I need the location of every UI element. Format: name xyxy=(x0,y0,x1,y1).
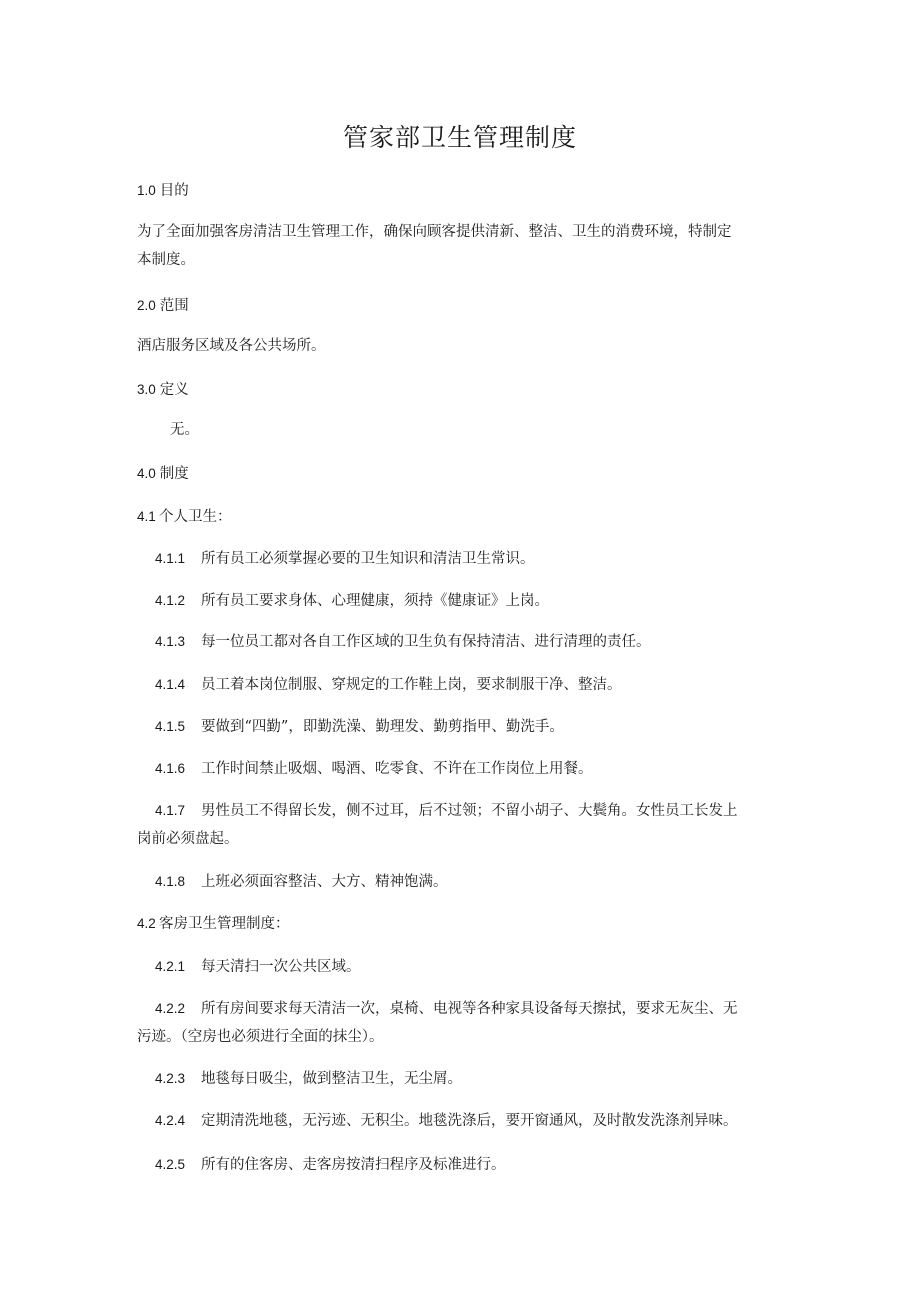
list-item xyxy=(155,1151,795,1179)
list-item xyxy=(155,995,795,1023)
item-text: 所有员工必须掌握必要的卫生知识和清洁卫生常识。 xyxy=(201,551,535,567)
paragraph-purpose-line-2: 本制度。 xyxy=(137,252,195,268)
section-number: 2.0 xyxy=(137,298,156,313)
section-label: 范围 xyxy=(159,298,189,314)
list-item xyxy=(155,755,795,783)
item-number: 4.1.7 xyxy=(155,803,186,818)
list-item xyxy=(155,545,795,573)
section-label: 制度 xyxy=(159,466,189,482)
section-label: 目的 xyxy=(159,183,189,199)
item-number: 4.1.2 xyxy=(155,593,186,608)
item-text: 员工着本岗位制服、穿规定的工作鞋上岗，要求制服干净、整洁。 xyxy=(201,677,622,693)
item-text: 所有员工要求身体、心理健康，须持《健康证》上岗。 xyxy=(201,593,549,609)
item-text: 每一位员工都对各自工作区域的卫生负有保持清洁、进行清理的责任。 xyxy=(201,634,651,650)
item-number: 4.2.2 xyxy=(155,1001,186,1016)
section-number: 4.0 xyxy=(137,466,156,481)
section-label: 定义 xyxy=(159,382,189,398)
list-item xyxy=(155,587,795,615)
item-number: 4.2.1 xyxy=(155,959,186,974)
item-text: 所有房间要求每天清洁一次，桌椅、电视等各种家具设备每天擦拭，要求无灰尘、无 xyxy=(201,1001,738,1017)
item-number: 4.2.5 xyxy=(155,1157,186,1172)
paragraph-definition: 无。 xyxy=(170,422,199,438)
list-item-continuation: 污迹。（空房也必须进行全面的抹尘）。 xyxy=(137,1029,384,1045)
list-item xyxy=(155,868,795,896)
item-number: 4.1.6 xyxy=(155,761,186,776)
item-text: 每天清扫一次公共区域。 xyxy=(201,959,361,975)
section-heading-3 xyxy=(137,376,777,404)
item-text: 所有的住客房、走客房按清扫程序及标准进行。 xyxy=(201,1157,506,1173)
subsection-label: 客房卫生管理制度： xyxy=(159,916,290,932)
subsection-label: 个人卫生： xyxy=(159,509,232,525)
item-number: 4.2.3 xyxy=(155,1071,186,1086)
item-text: 上班必须面容整洁、大方、精神饱满。 xyxy=(201,874,448,890)
section-number: 1.0 xyxy=(137,183,156,198)
item-number: 4.1.3 xyxy=(155,634,186,649)
subsection-heading-4-2 xyxy=(137,910,777,938)
section-heading-2 xyxy=(137,292,777,320)
paragraph-purpose-line-1: 为了全面加强客房清洁卫生管理工作，确保向顾客提供清新、整洁、卫生的消费环境，特制定 xyxy=(137,224,732,240)
list-item xyxy=(155,628,795,656)
item-text: 地毯每日吸尘，做到整洁卫生，无尘屑。 xyxy=(201,1071,462,1087)
list-item xyxy=(155,797,795,825)
section-heading-4 xyxy=(137,460,777,488)
paragraph-scope: 酒店服务区域及各公共场所。 xyxy=(137,338,326,354)
subsection-number: 4.2 xyxy=(137,916,156,931)
subsection-heading-4-1 xyxy=(137,503,777,531)
list-item xyxy=(155,1065,795,1093)
list-item xyxy=(155,671,795,699)
page-title: 管家部卫生管理制度 xyxy=(342,123,577,152)
list-item xyxy=(155,953,795,981)
item-text: 定期清洗地毯，无污迹、无积尘。地毯洗涤后，要开窗通风，及时散发洗涤剂异味。 xyxy=(201,1113,738,1129)
item-number: 4.1.4 xyxy=(155,677,186,692)
list-item xyxy=(155,1107,795,1135)
list-item-continuation: 岗前必须盘起。 xyxy=(137,831,239,847)
item-number: 4.1.1 xyxy=(155,551,186,566)
section-number: 3.0 xyxy=(137,382,156,397)
subsection-number: 4.1 xyxy=(137,509,156,524)
section-heading-1 xyxy=(137,177,777,205)
item-number: 4.2.4 xyxy=(155,1113,186,1128)
item-text: 工作时间禁止吸烟、喝酒、吃零食、不许在工作岗位上用餐。 xyxy=(201,761,593,777)
item-number: 4.1.5 xyxy=(155,719,186,734)
item-text: 男性员工不得留长发，侧不过耳，后不过领；不留小胡子、大鬓角。女性员工长发上 xyxy=(201,803,738,819)
list-item xyxy=(155,713,795,741)
item-text: 要做到“四勤”，即勤洗澡、勤理发、勤剪指甲、勤洗手。 xyxy=(201,719,564,735)
item-number: 4.1.8 xyxy=(155,874,186,889)
